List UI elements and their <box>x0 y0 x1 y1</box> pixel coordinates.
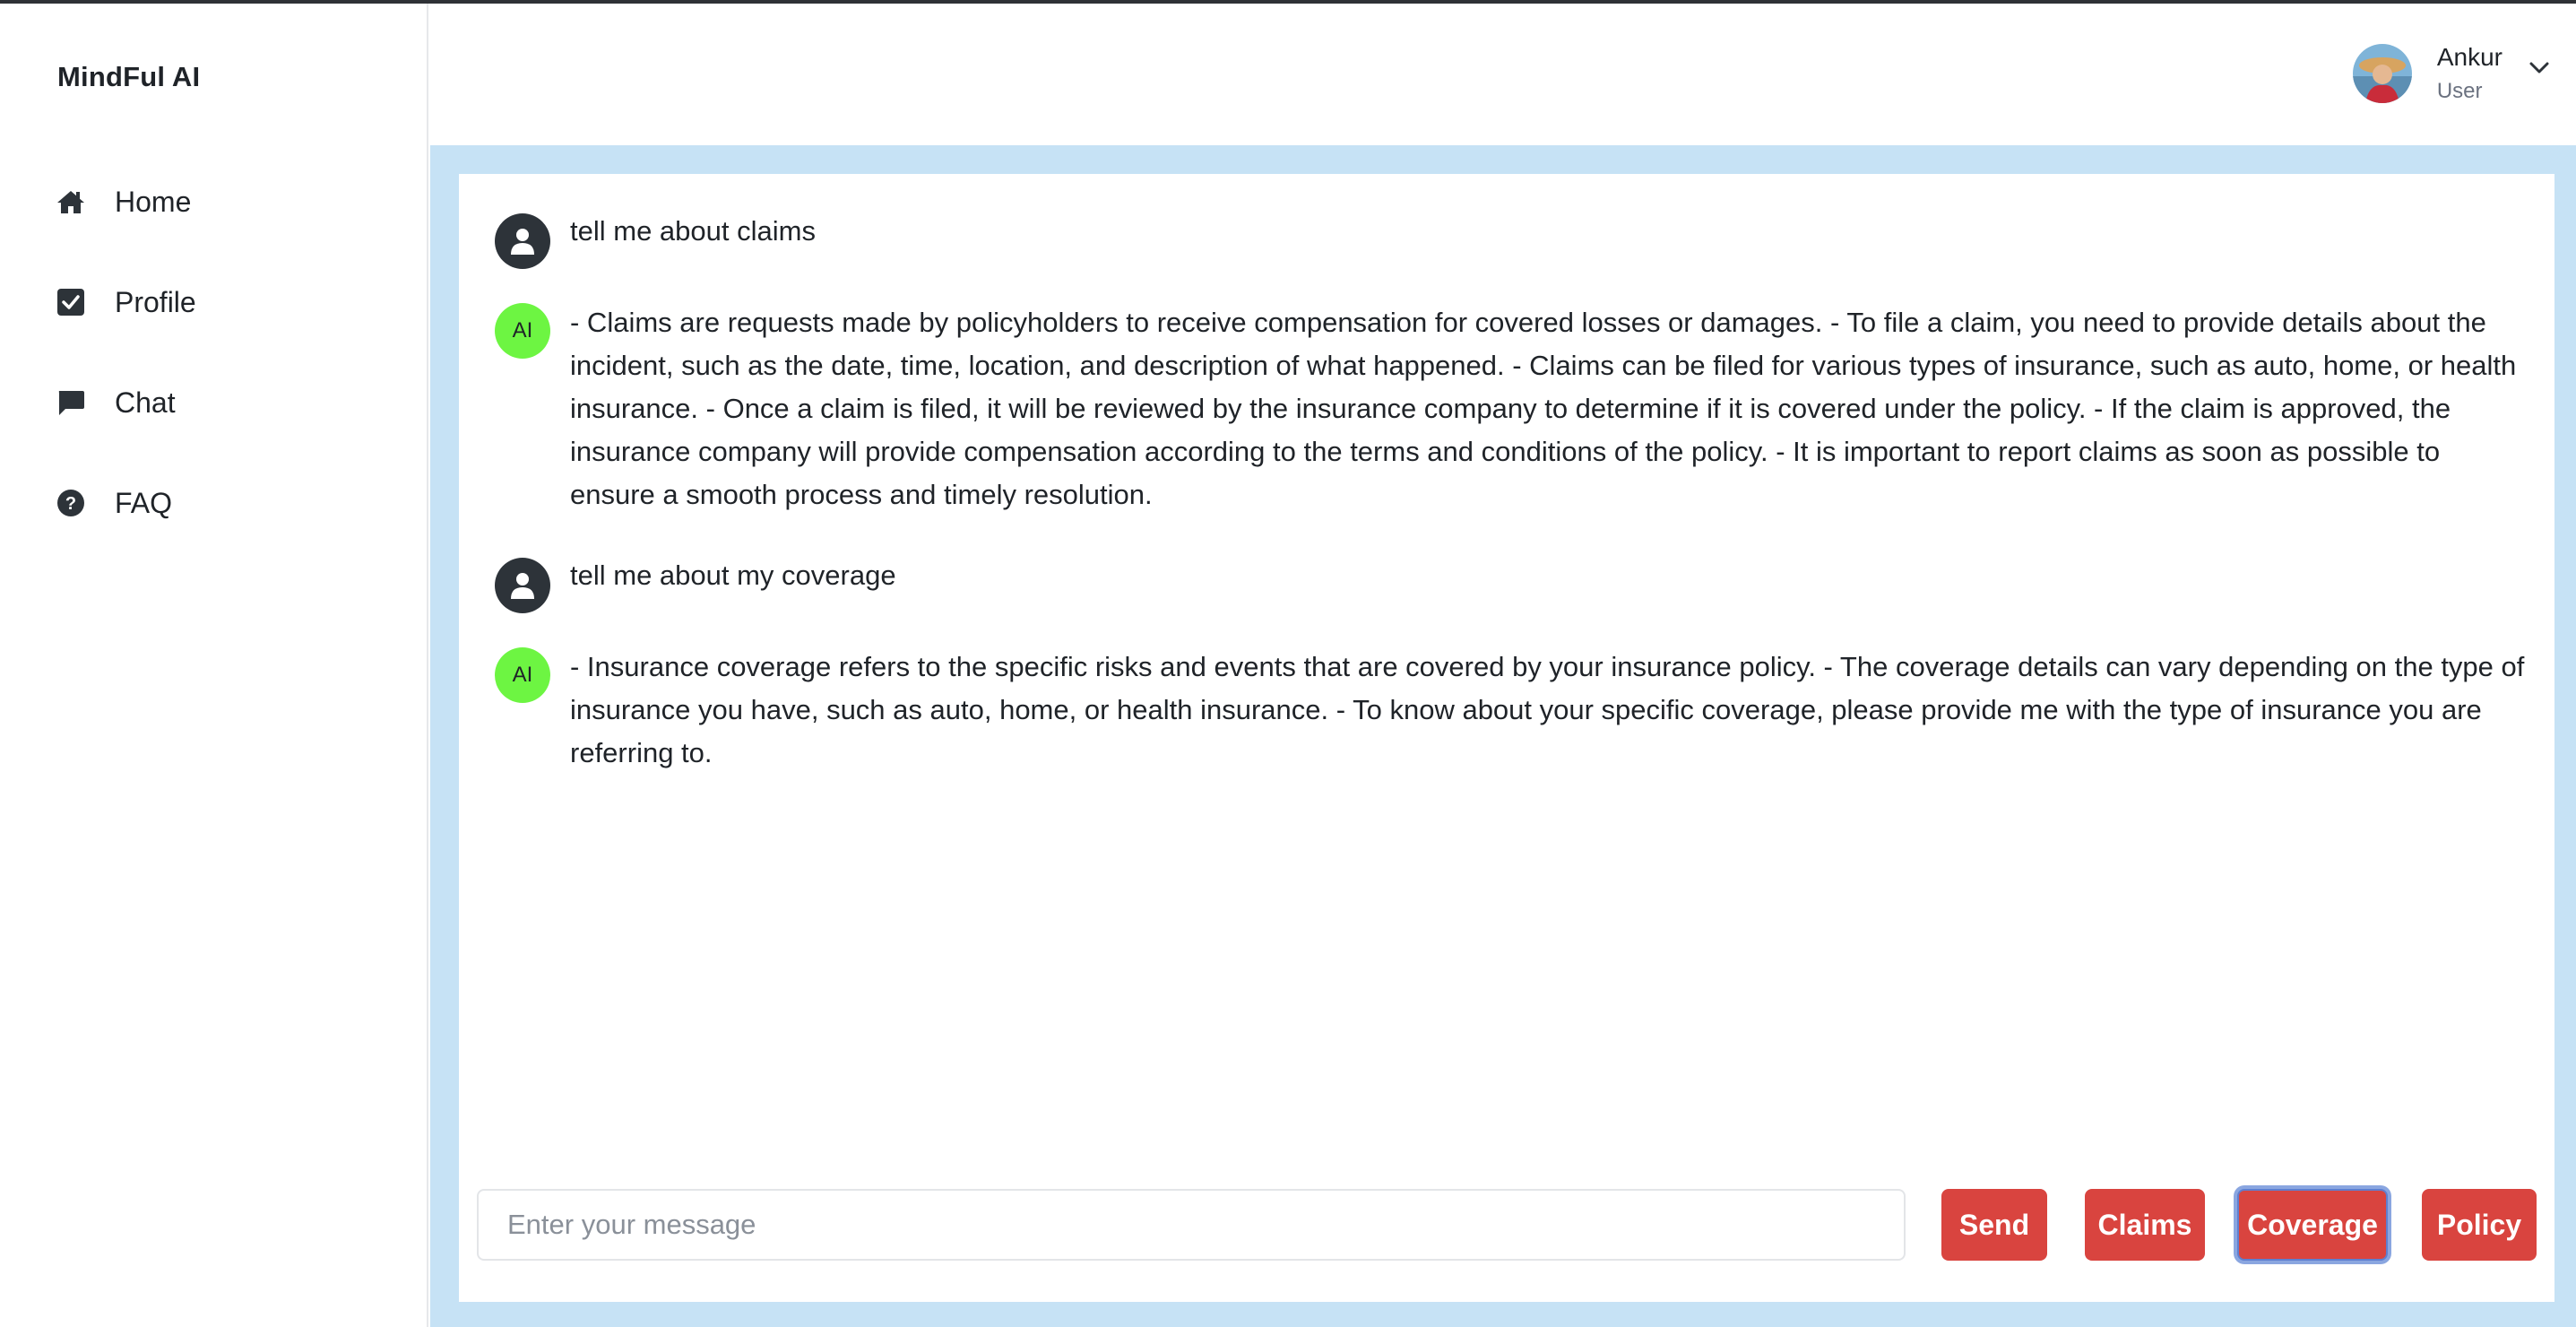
user-info <box>2437 39 2503 108</box>
home-icon <box>56 186 86 217</box>
top-header <box>430 4 2576 145</box>
user-avatar-icon <box>495 558 550 613</box>
sidebar <box>0 4 428 1327</box>
coverage-button[interactable]: Coverage <box>2237 1189 2388 1261</box>
ai-avatar: AI <box>495 647 550 703</box>
chevron-down-icon[interactable] <box>2529 62 2549 79</box>
user-avatar-icon <box>495 213 550 269</box>
brand-logo: MindFul AI <box>57 61 201 92</box>
user-role: User <box>2436 79 2483 103</box>
send-button[interactable]: Send <box>1941 1189 2047 1261</box>
sidebar-item-label: Home <box>115 185 192 218</box>
sidebar-item-label: Chat <box>115 386 176 419</box>
sidebar-item-label: FAQ <box>115 486 173 519</box>
ai-avatar: AI <box>495 303 550 359</box>
question-icon <box>56 488 86 518</box>
user-menu[interactable] <box>2353 39 2549 108</box>
chat-icon <box>56 387 86 418</box>
chat-panel <box>459 174 2554 1302</box>
sidebar-item-faq[interactable] <box>56 481 196 525</box>
message-text: - Claims are requests made by policyholders to receive compensation for covered losses or damages. - To file a claim, you need to provide details about the incident, such as the date, time, location, and description of what happened. - Claims can be filed for various types of insurance, such as auto, home, or health insurance. - Once a claim is filed, it will be reviewed by the insurance company to determine if it is covered under the policy. - If the claim is approved, the insurance company will provide compensation according to the terms and conditions of the policy. - It is important to report claims as soon as possible to ensure a smooth process and timely resolution. <box>570 307 2517 510</box>
claims-button[interactable]: Claims <box>2085 1189 2205 1261</box>
avatar <box>2353 44 2412 103</box>
user-name: Ankur <box>2436 43 2503 71</box>
sidebar-item-chat[interactable] <box>56 380 196 425</box>
svg-text:?: ? <box>65 494 77 514</box>
sidebar-item-home[interactable] <box>56 179 196 224</box>
message-text: tell me about my coverage <box>570 559 896 591</box>
sidebar-nav <box>56 179 196 581</box>
message-text: - Insurance coverage refers to the specific risks and events that are covered by your insurance policy. - The coverage details can vary depending on the type of insurance you have, such as auto, home, or health insurance. - To know about your specific coverage, please provide me with the type of insurance you are referring to. <box>570 651 2525 768</box>
message-text: tell me about claims <box>570 215 816 247</box>
message-input[interactable] <box>477 1189 1906 1261</box>
sidebar-item-label: Profile <box>115 285 196 318</box>
checkbox-icon <box>56 287 86 317</box>
policy-button[interactable]: Policy <box>2422 1189 2537 1261</box>
sidebar-item-profile[interactable] <box>56 280 196 325</box>
